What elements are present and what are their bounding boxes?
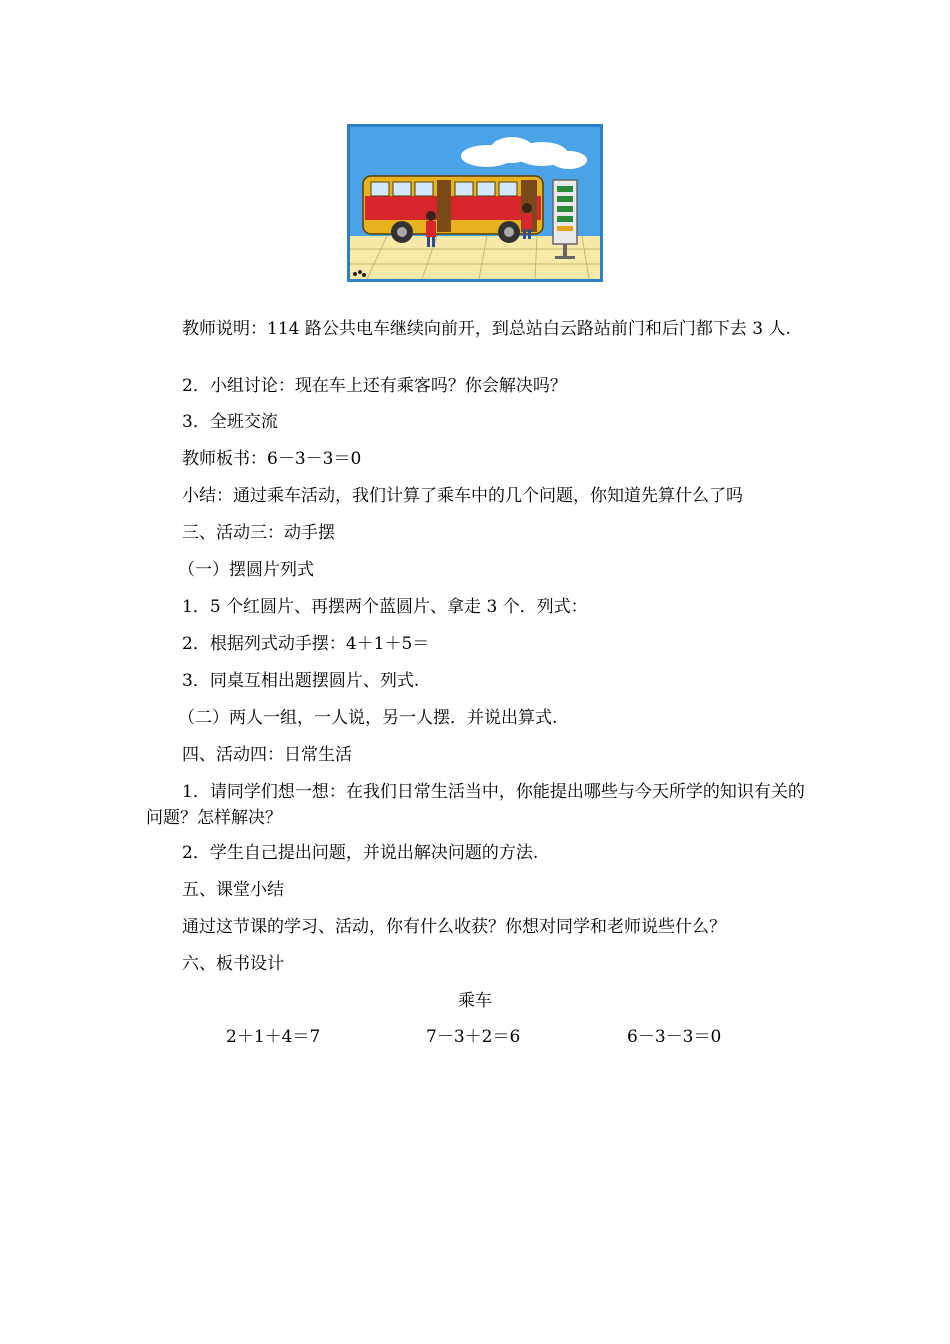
exchange-line: 3．全班交流 (182, 412, 278, 432)
reflection-line: 通过这节课的学习、活动，你有什么收获？你想对同学和老师说些什么？ (182, 917, 726, 937)
board-equation-1: 2＋1＋4＝7 (226, 1027, 321, 1047)
board-equation-3: 6－3－3＝0 (627, 1027, 722, 1047)
board-design-heading: 六、板书设计 (182, 954, 284, 974)
daily-method-line: 2．学生自己提出问题，并说出解决问题的方法. (182, 843, 539, 863)
daily-question-line: 1．请同学们想一想：在我们日常生活当中，你能提出哪些与今天所学的知识有关的问题？怎样解决？ (146, 782, 805, 828)
teacher-note-line: 教师说明：114 路公共电车继续向前开，到总站白云路站前门和后门都下去 3 人. (182, 319, 791, 339)
summary-line: 小结：通过乘车活动，我们计算了乘车中的几个问题，你知道先算什么了吗 (182, 486, 743, 506)
board-equation-line: 教师板书：6－3－3＝0 (182, 449, 362, 469)
list-item: 1．5 个红圆片、再摆两个蓝圆片、拿走 3 个．列式： (182, 597, 588, 617)
activity-four-heading: 四、活动四：日常生活 (182, 745, 352, 765)
activity-three-heading: 三、活动三：动手摆 (182, 523, 335, 543)
subsection-one-heading: （一）摆圆片列式 (178, 560, 314, 580)
discussion-line: 2．小组讨论：现在车上还有乘客吗？你会解决吗？ (182, 376, 567, 396)
subsection-two-heading: （二）两人一组，一人说，另一人摆．并说出算式. (178, 708, 558, 728)
lesson-summary-heading: 五、课堂小结 (182, 880, 284, 900)
board-title: 乘车 (458, 991, 492, 1011)
board-equation-2: 7－3＋2＝6 (426, 1027, 521, 1047)
list-item: 3．同桌互相出题摆圆片、列式. (182, 671, 420, 691)
list-item: 2．根据列式动手摆：4＋1＋5＝ (182, 634, 430, 654)
bus-stop-illustration (347, 124, 603, 282)
